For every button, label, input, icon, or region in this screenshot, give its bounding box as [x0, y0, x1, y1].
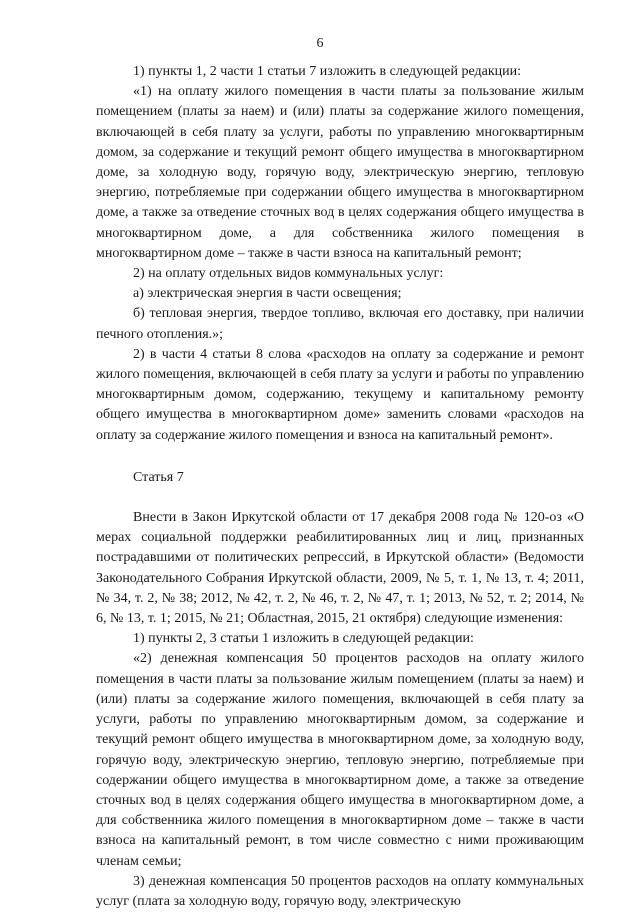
paragraph-quote-1: «1) на оплату жилого помещения в части платы за пользование жилым помещением (платы за наем) и (или) платы за содержание жилого помещения, включающей в себя плату за услуги, работы по управлению многоквартирным домом, за содержание и текущий ремонт общего имущества в многоквартирном доме, за холодную воду, горячую воду, электрическую энергию, тепловую энергию, потребляемые при содержании общего имущества в многоквартирном доме, а также за отведение сточных вод в целях содержания общего имущества в многоквартирном доме, а для собственника жилого помещения в многоквартирном доме – также в части взноса на капитальный ремонт;: [96, 84, 584, 261]
article-heading: Статья 7: [133, 469, 184, 485]
paragraph-item-2: 2) на оплату отдельных видов коммунальных услуг:: [133, 266, 444, 282]
paragraph-quote-2: «2) денежная компенсация 50 процентов расходов на оплату жилого помещения в части платы за пользование жилым помещением (платы за наем) и (или) платы за содержание жилого помещения, включающей в себя плату за услуги, работы по управлению многоквартирным домом, за содержание и текущий ремонт общего имущества в многоквартирном доме, за холодную воду, горячую воду, электрическую энергию, тепловую энергию, потребляемые при содержании общего имущества в многоквартирном доме, а также за отведение сточных вод в целях содержания общего имущества в многоквартирном доме, а для собственника жилого помещения в многоквартирном доме – также в части взноса на капитальный ремонт, в том числе совместно с ними проживающим членам семьи;: [96, 651, 584, 869]
paragraph-subitem-a: а) электрическая энергия в части освещения;: [133, 286, 402, 302]
paragraph-article-intro: Внести в Закон Иркутской области от 17 декабря 2008 года № 120-оз «О мерах социальной поддержки реабилитированных лиц и лиц, признанных пострадавшими от политических репрессий, в Иркутской области» (Ведомости Законодательного Собрания Иркутской области, 2009, № 5, т. 1, № 13, т. 4; 2011, № 34, т. 2, № 38; 2012, № 42, т. 2, № 46, т. 2, № 47, т. 1; 2013, № 52, т. 2; 2014, № 6, № 13, т. 1; 2015, № 21; Областная, 2015, 21 октября) следующие изменения:: [96, 510, 584, 627]
paragraph-item-1: 1) пункты 1, 2 части 1 статьи 7 изложить в следующей редакции:: [133, 64, 521, 79]
document-body: [96, 62, 584, 912]
paragraph-changes-1: 1) пункты 2, 3 статьи 1 изложить в следующей редакции:: [133, 631, 474, 647]
paragraph-quote-3: 3) денежная компенсация 50 процентов расходов на оплату коммунальных услуг (плата за холодную воду, горячую воду, электрическую: [96, 873, 584, 909]
paragraph-item-2-article-8: 2) в части 4 статьи 8 слова «расходов на оплату за содержание и ремонт жилого помещения, включающей в себя плату за услуги и работы по управлению многоквартирным домом, содержанию, текущему и капитальному ремонту общего имущества в многоквартирном доме» заменить словами «расходов на оплату за содержание жилого помещения и взноса на капитальный ремонт».: [96, 346, 584, 443]
paragraph-subitem-b: б) тепловая энергия, твердое топливо, включая его доставку, при наличии печного отопления.»;: [96, 306, 584, 342]
page-number: 6: [316, 36, 324, 51]
